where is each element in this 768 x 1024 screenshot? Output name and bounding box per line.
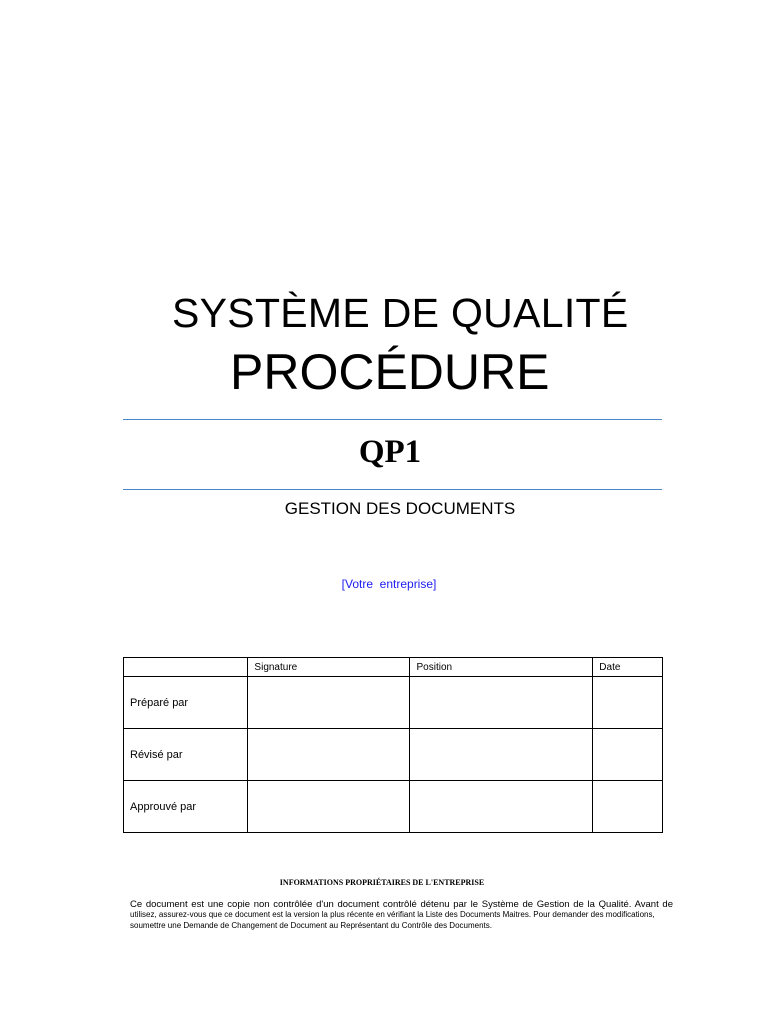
signature-cell[interactable] <box>248 677 410 729</box>
table-row <box>124 677 663 729</box>
procedure-subtitle: GESTION DES DOCUMENTS <box>284 499 516 518</box>
document-title-line1: SYSTÈME DE QUALITÉ <box>172 290 629 336</box>
header-cell-position: Position <box>410 658 593 677</box>
company-placeholder[interactable]: [Votre entreprise] <box>341 577 437 591</box>
header-cell-signature: Signature <box>248 658 410 677</box>
signature-cell[interactable] <box>248 781 410 833</box>
header-cell-date: Date <box>593 658 663 677</box>
table-row <box>124 781 663 833</box>
position-cell[interactable] <box>410 729 593 781</box>
proprietary-info-line3: soumettre une Demande de Changement de Document au Représentant du Contrôle des Documents. <box>130 921 492 930</box>
row-label-prepared: Préparé par <box>124 677 248 729</box>
procedure-code: QP1 <box>358 434 422 470</box>
date-cell[interactable] <box>593 677 663 729</box>
proprietary-info-line2: utilisez, assurez-vous que ce document est la version la plus récente en vérifiant la Liste des Documents Maitres. Pour demander des modifications, <box>130 910 655 919</box>
table-row <box>124 729 663 781</box>
document-title-line2: PROCÉDURE <box>230 344 550 400</box>
position-cell[interactable] <box>410 677 593 729</box>
row-label-approved: Approuvé par <box>124 781 248 833</box>
date-cell[interactable] <box>593 729 663 781</box>
header-cell-empty <box>124 658 248 677</box>
position-cell[interactable] <box>410 781 593 833</box>
date-cell[interactable] <box>593 781 663 833</box>
proprietary-info-line1: Ce document est une copie non contrôlée d'un document contrôlé détenu par le Système de Gestion de la Qualité. Avant de <box>130 899 673 910</box>
top-divider <box>123 419 662 420</box>
row-label-revised: Révisé par <box>124 729 248 781</box>
bottom-divider <box>123 489 662 490</box>
proprietary-info-heading: INFORMATIONS PROPRIÉTAIRES DE L'ENTREPRISE <box>279 878 485 887</box>
signature-table-header-row <box>124 658 663 677</box>
signature-table <box>123 657 663 833</box>
signature-cell[interactable] <box>248 729 410 781</box>
